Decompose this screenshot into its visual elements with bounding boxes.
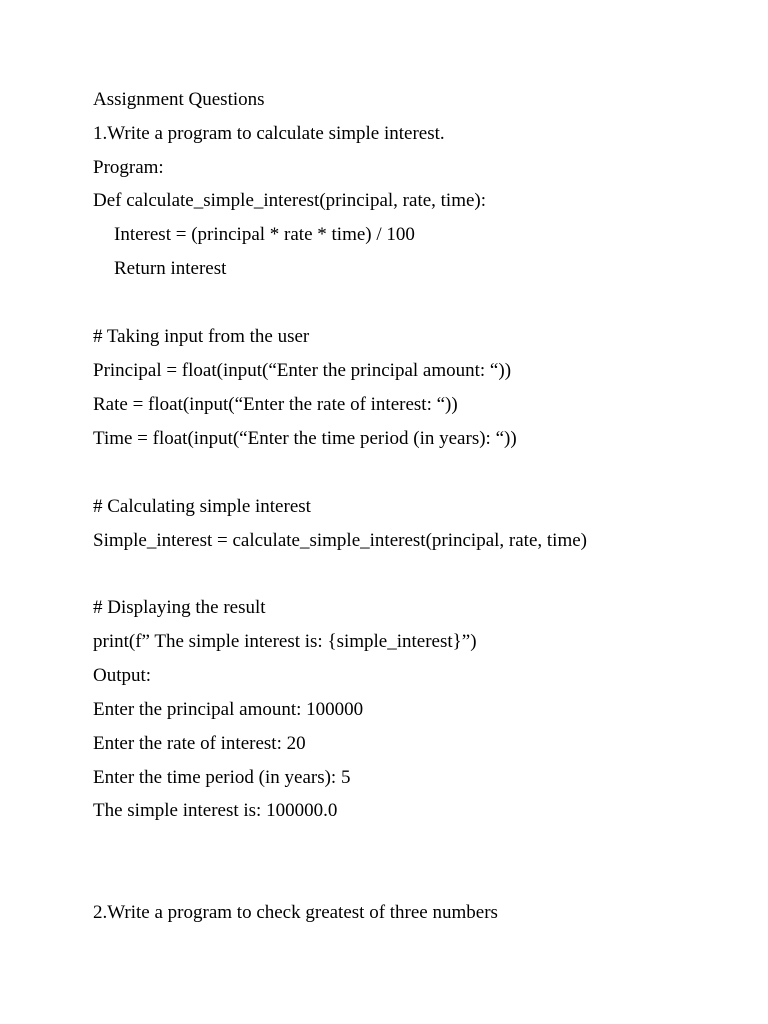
- output-time: Enter the time period (in years): 5: [93, 767, 351, 788]
- code-def-line: Def calculate_simple_interest(principal, rate, time):: [93, 190, 487, 211]
- code-interest-line: Interest = (principal * rate * time) / 100: [114, 224, 415, 245]
- question-1-title: 1.Write a program to calculate simple interest.: [93, 123, 445, 144]
- program-label: Program:: [93, 157, 164, 178]
- code-comment-input: # Taking input from the user: [93, 326, 310, 347]
- output-label: Output:: [93, 665, 152, 686]
- code-return-line: Return interest: [114, 258, 227, 279]
- code-print-line: print(f” The simple interest is: {simple_interest}”): [93, 631, 477, 652]
- code-comment-calc: # Calculating simple interest: [93, 496, 311, 517]
- code-time-line: Time = float(input(“Enter the time period (in years): “)): [93, 428, 517, 449]
- code-principal-line: Principal = float(input(“Enter the principal amount: “)): [93, 360, 512, 381]
- output-rate: Enter the rate of interest: 20: [93, 733, 306, 754]
- output-principal: Enter the principal amount: 100000: [93, 699, 364, 720]
- document-heading: Assignment Questions: [93, 89, 265, 110]
- code-simple-interest-line: Simple_interest = calculate_simple_interest(principal, rate, time): [93, 530, 587, 551]
- code-rate-line: Rate = float(input(“Enter the rate of interest: “)): [93, 394, 458, 415]
- question-2-title: 2.Write a program to check greatest of three numbers: [93, 902, 498, 923]
- output-result: The simple interest is: 100000.0: [93, 800, 338, 821]
- code-comment-display: # Displaying the result: [93, 597, 266, 618]
